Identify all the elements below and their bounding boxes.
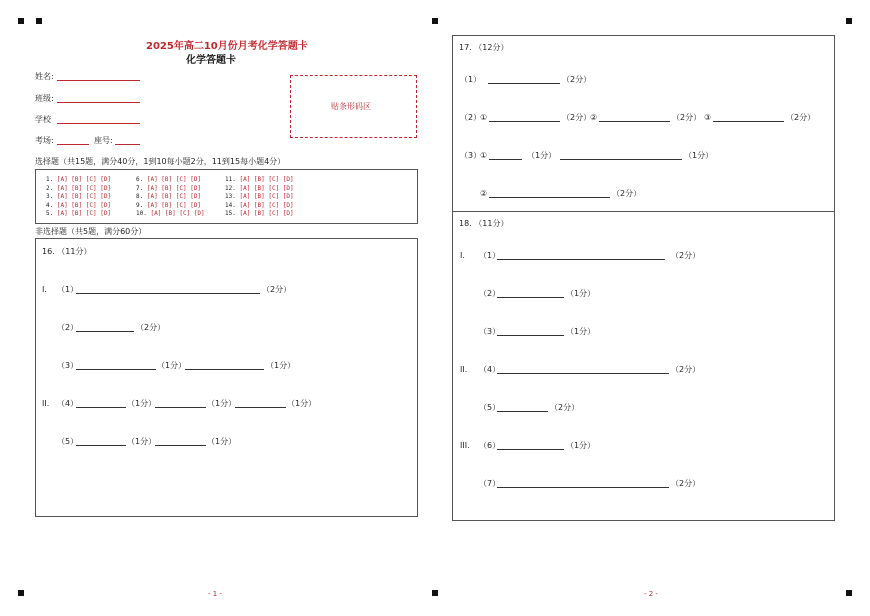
q18-answer-5[interactable]	[497, 411, 548, 412]
choice-row[interactable]: 3. [A] [B] [C] [D]	[46, 193, 112, 200]
class-field[interactable]	[57, 102, 140, 103]
registration-mark	[18, 18, 24, 24]
registration-mark	[846, 590, 852, 596]
choice-row[interactable]: 5. [A] [B] [C] [D]	[46, 210, 112, 217]
page-number-2: - 2 -	[644, 590, 658, 598]
q16-answer-4c[interactable]	[235, 407, 286, 408]
q17-circle-3: ③	[704, 113, 712, 122]
name-field[interactable]	[57, 80, 140, 81]
seat-label: 座号:	[94, 136, 113, 145]
nonchoice-heading: 非选择题（共5题，满分60分）	[35, 227, 147, 236]
page-number-1: - 1 -	[208, 590, 222, 598]
choice-row[interactable]: 1. [A] [B] [C] [D]	[46, 176, 112, 183]
q18-num-3: （3）	[479, 327, 501, 336]
q16-box	[35, 238, 418, 517]
q18-answer-1[interactable]	[497, 259, 665, 260]
q17-score-1: （2分）	[562, 75, 592, 84]
registration-mark	[846, 18, 852, 24]
q17-num-3: （3）	[460, 151, 482, 160]
q16-score-4b: （1分）	[207, 399, 237, 408]
q17-score-3a: （1分）	[527, 151, 557, 160]
q18-roman-1: I.	[460, 251, 465, 260]
q17-score-2b: （2分）	[672, 113, 702, 122]
q18-num-5: （5）	[479, 403, 501, 412]
school-field[interactable]	[57, 123, 140, 124]
q17-answer-4[interactable]	[489, 197, 610, 198]
choice-row[interactable]: 15. [A] [B] [C] [D]	[225, 210, 294, 217]
q16-score-4a: （1分）	[127, 399, 157, 408]
seat-field[interactable]	[115, 144, 140, 145]
q18-num-2: （2）	[479, 289, 501, 298]
q16-roman-1: I.	[42, 285, 47, 294]
choice-heading: 选择题（共15题，满分40分，1到10每小题2分，11到15每小题4分）	[35, 157, 286, 166]
choice-col-2	[136, 176, 205, 219]
q18-num-1: （1）	[479, 251, 501, 260]
q17-answer-2a[interactable]	[489, 121, 560, 122]
q16-answer-4a[interactable]	[76, 407, 126, 408]
q18-answer-6[interactable]	[497, 449, 564, 450]
choice-row[interactable]: 10. [A] [B] [C] [D]	[136, 210, 205, 217]
registration-mark	[432, 18, 438, 24]
q18-box	[452, 211, 835, 521]
choice-row[interactable]: 12. [A] [B] [C] [D]	[225, 184, 294, 192]
q16-score-3a: （1分）	[157, 361, 187, 370]
q16-score-3b: （1分）	[266, 361, 296, 370]
q16-score-5b: （1分）	[207, 437, 237, 446]
choice-row[interactable]: 9. [A] [B] [C] [D]	[136, 201, 202, 209]
q17-circle-3-1: ①	[480, 151, 488, 160]
q16-num-3: （3）	[57, 361, 79, 370]
q18-num-6: （6）	[479, 441, 501, 450]
q17-circle-1: ①	[480, 113, 488, 122]
q18-score-6: （1分）	[566, 441, 596, 450]
registration-mark	[36, 18, 42, 24]
q16-score-2: （2分）	[136, 323, 166, 332]
q16-label: 16. （11分）	[42, 247, 92, 256]
q16-answer-3b[interactable]	[185, 369, 264, 370]
choice-row[interactable]: 14. [A] [B] [C] [D]	[225, 201, 294, 209]
q16-score-5a: （1分）	[127, 437, 157, 446]
q16-answer-3a[interactable]	[76, 369, 156, 370]
q16-num-5: （5）	[57, 437, 79, 446]
q18-answer-3[interactable]	[497, 335, 564, 336]
q16-roman-4: II.	[42, 399, 50, 408]
barcode-label: 贴条形码区	[331, 102, 371, 111]
q17-answer-3b[interactable]	[560, 159, 682, 160]
q17-circle-4-2: ②	[480, 189, 488, 198]
q18-score-5: （2分）	[550, 403, 580, 412]
q17-label: 17. （12分）	[459, 43, 509, 52]
choice-col-1	[46, 176, 111, 219]
q18-answer-2[interactable]	[497, 297, 564, 298]
choice-row[interactable]: 13. [A] [B] [C] [D]	[225, 193, 294, 200]
q16-score-4c: （1分）	[287, 399, 317, 408]
q18-answer-7[interactable]	[497, 487, 669, 488]
q18-score-4: （2分）	[671, 365, 701, 374]
choice-col-3	[225, 176, 294, 219]
q17-answer-2b[interactable]	[599, 121, 670, 122]
name-label: 姓名:	[35, 72, 54, 81]
q17-num-1: （1）	[460, 75, 482, 84]
registration-mark	[432, 590, 438, 596]
q16-num-2: （2）	[57, 323, 79, 332]
room-label: 考场:	[35, 136, 54, 145]
q16-answer-1[interactable]	[76, 293, 260, 294]
choice-row[interactable]: 7. [A] [B] [C] [D]	[136, 184, 202, 192]
choice-row[interactable]: 6. [A] [B] [C] [D]	[136, 176, 202, 183]
choice-row[interactable]: 8. [A] [B] [C] [D]	[136, 193, 202, 200]
q16-answer-5b[interactable]	[155, 445, 206, 446]
choice-row[interactable]: 4. [A] [B] [C] [D]	[46, 201, 112, 209]
sheet-subtitle: 化学答题卡	[186, 55, 236, 66]
choice-row[interactable]: 11. [A] [B] [C] [D]	[225, 176, 294, 183]
q18-num-7: （7）	[479, 479, 501, 488]
q18-score-2: （1分）	[566, 289, 596, 298]
room-field[interactable]	[57, 144, 89, 145]
q18-roman-4: II.	[460, 365, 468, 374]
q18-score-1: （2分）	[671, 251, 701, 260]
q17-score-2a: （2分）	[562, 113, 592, 122]
q16-answer-5a[interactable]	[76, 445, 126, 446]
q17-box	[452, 35, 835, 212]
q17-score-4: （2分）	[612, 189, 642, 198]
q16-num-1: （1）	[57, 285, 79, 294]
q18-answer-4[interactable]	[497, 373, 669, 374]
q17-score-2c: （2分）	[786, 113, 816, 122]
q16-answer-2[interactable]	[76, 331, 134, 332]
q17-score-3b: （1分）	[684, 151, 714, 160]
registration-mark	[18, 590, 24, 596]
q16-num-4: （4）	[57, 399, 79, 408]
q18-score-7: （2分）	[671, 479, 701, 488]
q17-answer-3a[interactable]	[489, 159, 522, 160]
q17-circle-2: ②	[590, 113, 598, 122]
school-label: 学校	[35, 115, 51, 124]
q17-num-2: （2）	[460, 113, 482, 122]
q18-roman-6: III.	[460, 441, 470, 450]
exam-title: 2025年高二10月份月考化学答题卡	[146, 41, 308, 52]
q18-score-3: （1分）	[566, 327, 596, 336]
q16-score-1: （2分）	[262, 285, 292, 294]
choice-row[interactable]: 2. [A] [B] [C] [D]	[46, 184, 112, 192]
class-label: 班级:	[35, 94, 54, 103]
q17-answer-1[interactable]	[488, 83, 560, 84]
q18-num-4: （4）	[479, 365, 501, 374]
q16-answer-4b[interactable]	[155, 407, 206, 408]
q18-label: 18. （11分）	[459, 219, 509, 228]
q17-answer-2c[interactable]	[713, 121, 784, 122]
